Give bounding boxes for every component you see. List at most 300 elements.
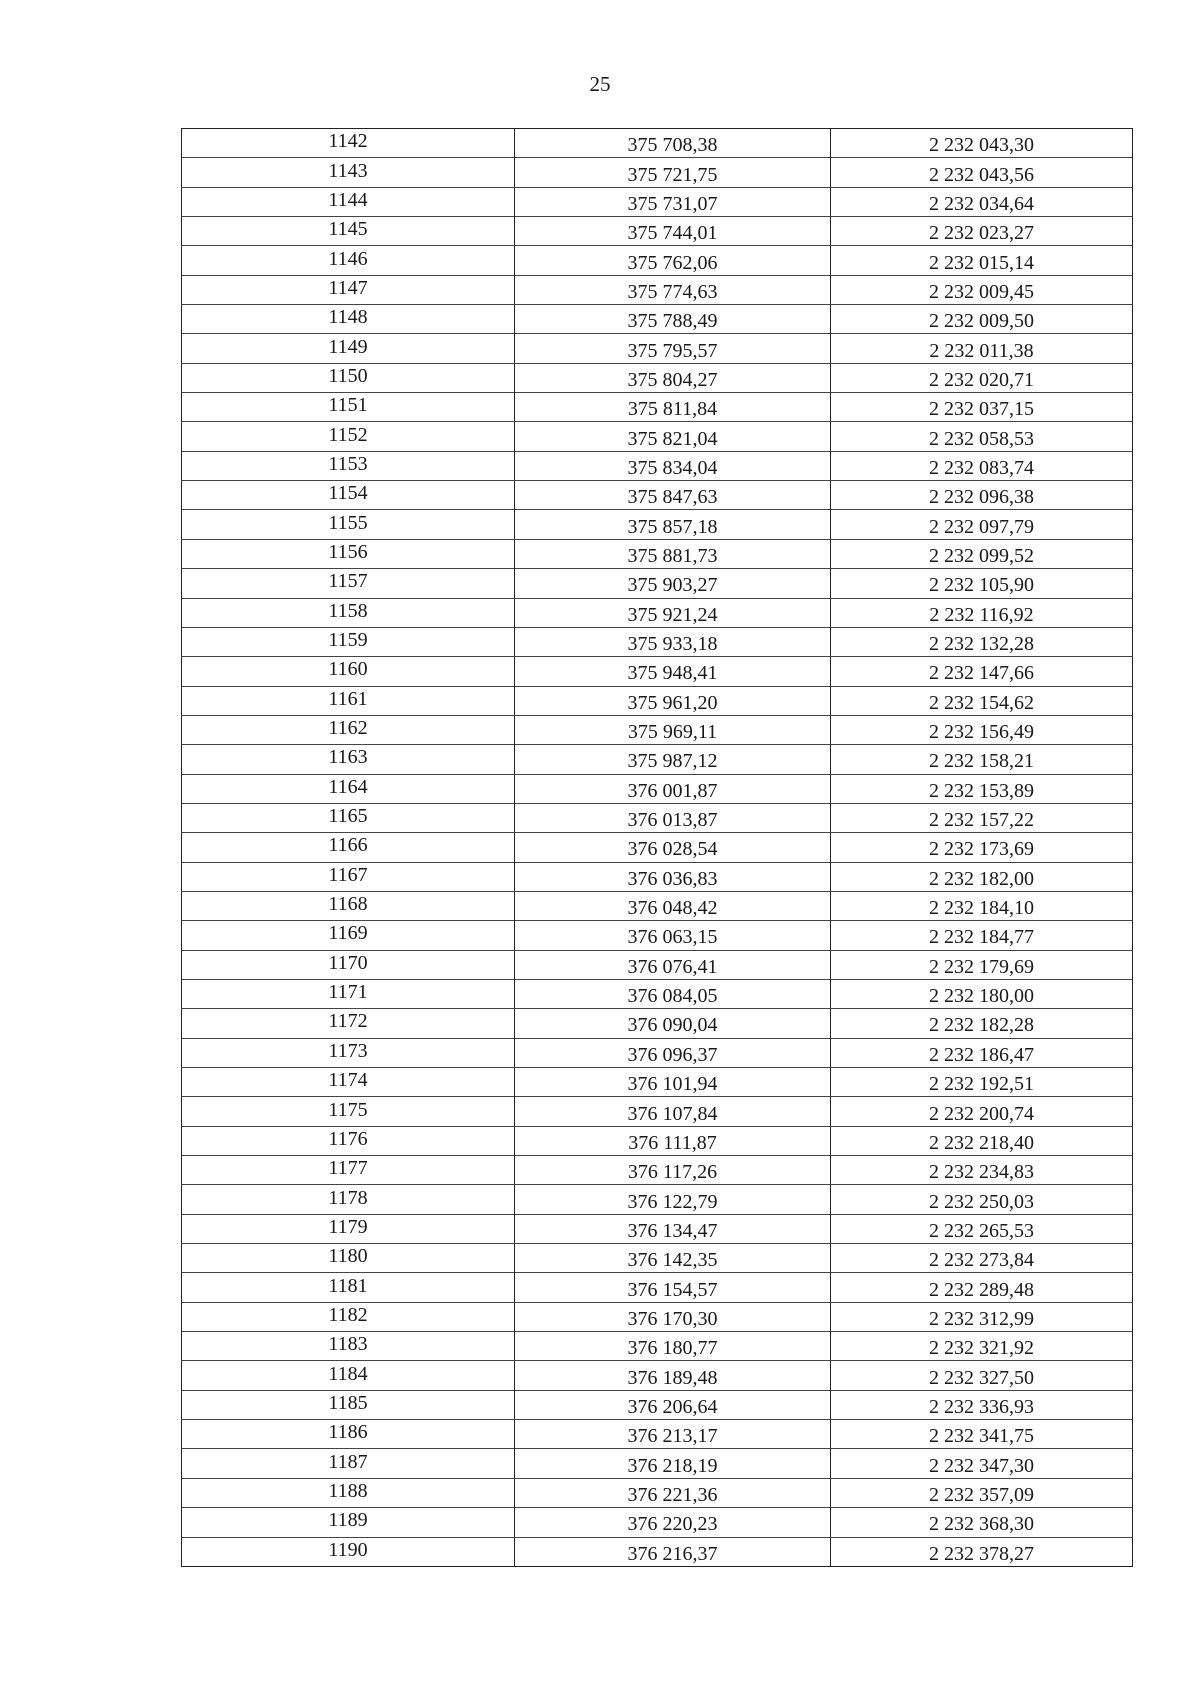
y-coordinate-cell	[831, 129, 1133, 158]
cell-text: 2 232 186,47	[929, 1043, 1034, 1066]
point-number-cell	[182, 158, 515, 187]
cell-text: 2 232 157,22	[929, 809, 1034, 832]
point-number-cell	[182, 1009, 515, 1038]
table-row	[182, 393, 1133, 422]
cell-text: 1144	[328, 188, 368, 211]
cell-text: 2 232 336,93	[929, 1395, 1034, 1418]
cell-text: 2 232 096,38	[929, 486, 1034, 509]
cell-text: 1166	[328, 834, 368, 857]
table-row	[182, 686, 1133, 715]
cell-text: 1168	[328, 893, 368, 916]
y-coordinate-cell	[831, 745, 1133, 774]
x-coordinate-cell	[515, 481, 831, 510]
point-number-cell	[182, 481, 515, 510]
cell-text: 2 232 023,27	[929, 222, 1034, 245]
point-number-cell	[182, 833, 515, 862]
cell-text: 375 903,27	[627, 574, 718, 597]
y-coordinate-cell	[831, 217, 1133, 246]
cell-text: 2 232 250,03	[929, 1190, 1034, 1213]
cell-text: 1149	[328, 335, 368, 358]
y-coordinate-cell	[831, 481, 1133, 510]
cell-text: 375 762,06	[627, 251, 718, 274]
x-coordinate-cell	[515, 217, 831, 246]
cell-text: 2 232 378,27	[929, 1542, 1034, 1565]
y-coordinate-cell	[831, 921, 1133, 950]
y-coordinate-cell	[831, 422, 1133, 451]
cell-text: 1148	[328, 306, 368, 329]
y-coordinate-cell	[831, 1273, 1133, 1302]
cell-text: 375 987,12	[627, 750, 718, 773]
table-row	[182, 1537, 1133, 1566]
cell-text: 2 232 368,30	[929, 1513, 1034, 1536]
cell-text: 2 232 273,84	[929, 1249, 1034, 1272]
point-number-cell	[182, 950, 515, 979]
y-coordinate-cell	[831, 1097, 1133, 1126]
cell-text: 376 134,47	[627, 1219, 718, 1242]
cell-text: 1171	[328, 981, 368, 1004]
y-coordinate-cell	[831, 334, 1133, 363]
cell-text: 1164	[328, 775, 368, 798]
point-number-cell	[182, 745, 515, 774]
y-coordinate-cell	[831, 158, 1133, 187]
point-number-cell	[182, 1478, 515, 1507]
point-number-cell	[182, 862, 515, 891]
x-coordinate-cell	[515, 1420, 831, 1449]
point-number-cell	[182, 187, 515, 216]
x-coordinate-cell	[515, 510, 831, 539]
y-coordinate-cell	[831, 833, 1133, 862]
cell-text: 2 232 173,69	[929, 838, 1034, 861]
cell-text: 2 232 009,50	[929, 310, 1034, 333]
y-coordinate-cell	[831, 275, 1133, 304]
y-coordinate-cell	[831, 715, 1133, 744]
cell-text: 1142	[328, 130, 368, 153]
x-coordinate-cell	[515, 275, 831, 304]
cell-text: 2 232 015,14	[929, 251, 1034, 274]
point-number-cell	[182, 891, 515, 920]
y-coordinate-cell	[831, 774, 1133, 803]
cell-text: 1170	[328, 951, 368, 974]
cell-text: 375 774,63	[627, 280, 718, 303]
y-coordinate-cell	[831, 1185, 1133, 1214]
table-row	[182, 1009, 1133, 1038]
cell-text: 2 232 011,38	[929, 339, 1034, 362]
x-coordinate-cell	[515, 1068, 831, 1097]
point-number-cell	[182, 627, 515, 656]
cell-text: 1173	[328, 1039, 368, 1062]
x-coordinate-cell	[515, 745, 831, 774]
point-number-cell	[182, 979, 515, 1008]
table-row	[182, 833, 1133, 862]
x-coordinate-cell	[515, 598, 831, 627]
y-coordinate-cell	[831, 187, 1133, 216]
point-number-cell	[182, 1244, 515, 1273]
cell-text: 2 232 099,52	[929, 544, 1034, 567]
cell-text: 1161	[328, 687, 368, 710]
x-coordinate-cell	[515, 1508, 831, 1537]
x-coordinate-cell	[515, 627, 831, 656]
cell-text: 1162	[328, 717, 368, 740]
cell-text: 375 731,07	[627, 192, 718, 215]
cell-text: 376 216,37	[627, 1542, 718, 1565]
cell-text: 1146	[328, 247, 368, 270]
cell-text: 1187	[328, 1450, 368, 1473]
x-coordinate-cell	[515, 1214, 831, 1243]
cell-text: 1153	[328, 452, 368, 475]
y-coordinate-cell	[831, 569, 1133, 598]
y-coordinate-cell	[831, 1508, 1133, 1537]
x-coordinate-cell	[515, 1390, 831, 1419]
cell-text: 2 232 341,75	[929, 1425, 1034, 1448]
cell-text: 376 221,36	[627, 1483, 718, 1506]
point-number-cell	[182, 305, 515, 334]
cell-text: 1160	[328, 658, 368, 681]
point-number-cell	[182, 715, 515, 744]
cell-text: 1154	[328, 482, 368, 505]
cell-text: 2 232 058,53	[929, 427, 1034, 450]
table-row	[182, 481, 1133, 510]
cell-text: 1184	[328, 1362, 368, 1385]
cell-text: 2 232 020,71	[929, 368, 1034, 391]
table-row	[182, 1302, 1133, 1331]
x-coordinate-cell	[515, 1361, 831, 1390]
cell-text: 1179	[328, 1215, 368, 1238]
table-row	[182, 979, 1133, 1008]
cell-text: 376 090,04	[627, 1014, 718, 1037]
table-row	[182, 129, 1133, 158]
point-number-cell	[182, 1097, 515, 1126]
x-coordinate-cell	[515, 950, 831, 979]
point-number-cell	[182, 129, 515, 158]
y-coordinate-cell	[831, 1244, 1133, 1273]
y-coordinate-cell	[831, 1478, 1133, 1507]
point-number-cell	[182, 1420, 515, 1449]
y-coordinate-cell	[831, 1361, 1133, 1390]
x-coordinate-cell	[515, 715, 831, 744]
y-coordinate-cell	[831, 1038, 1133, 1067]
x-coordinate-cell	[515, 569, 831, 598]
x-coordinate-cell	[515, 334, 831, 363]
table-row	[182, 539, 1133, 568]
x-coordinate-cell	[515, 246, 831, 275]
cell-text: 376 028,54	[627, 838, 718, 861]
y-coordinate-cell	[831, 686, 1133, 715]
cell-text: 2 232 184,77	[929, 926, 1034, 949]
cell-text: 376 084,05	[627, 985, 718, 1008]
cell-text: 376 111,87	[628, 1131, 717, 1154]
y-coordinate-cell	[831, 950, 1133, 979]
table-row	[182, 1068, 1133, 1097]
x-coordinate-cell	[515, 393, 831, 422]
cell-text: 2 232 116,92	[929, 603, 1034, 626]
cell-text: 376 048,42	[627, 897, 718, 920]
table-row	[182, 510, 1133, 539]
table-row	[182, 1185, 1133, 1214]
y-coordinate-cell	[831, 803, 1133, 832]
cell-text: 2 232 321,92	[929, 1337, 1034, 1360]
point-number-cell	[182, 246, 515, 275]
table-row	[182, 1273, 1133, 1302]
y-coordinate-cell	[831, 1214, 1133, 1243]
y-coordinate-cell	[831, 363, 1133, 392]
cell-text: 376 154,57	[627, 1278, 718, 1301]
cell-text: 1172	[328, 1010, 368, 1033]
table-row	[182, 451, 1133, 480]
cell-text: 1143	[328, 159, 368, 182]
cell-text: 376 142,35	[627, 1249, 718, 1272]
cell-text: 2 232 043,30	[929, 134, 1034, 157]
point-number-cell	[182, 686, 515, 715]
table-row	[182, 891, 1133, 920]
table-row	[182, 627, 1133, 656]
point-number-cell	[182, 393, 515, 422]
point-number-cell	[182, 1390, 515, 1419]
x-coordinate-cell	[515, 921, 831, 950]
cell-text: 376 013,87	[627, 809, 718, 832]
x-coordinate-cell	[515, 1449, 831, 1478]
table-row	[182, 1361, 1133, 1390]
y-coordinate-cell	[831, 862, 1133, 891]
cell-text: 1174	[328, 1069, 368, 1092]
cell-text: 2 232 034,64	[929, 192, 1034, 215]
point-number-cell	[182, 539, 515, 568]
x-coordinate-cell	[515, 1185, 831, 1214]
point-number-cell	[182, 803, 515, 832]
point-number-cell	[182, 422, 515, 451]
table-row	[182, 803, 1133, 832]
cell-text: 1169	[328, 922, 368, 945]
point-number-cell	[182, 1156, 515, 1185]
cell-text: 2 232 156,49	[929, 721, 1034, 744]
table-row	[182, 1390, 1133, 1419]
cell-text: 2 232 158,21	[929, 750, 1034, 773]
x-coordinate-cell	[515, 158, 831, 187]
cell-text: 2 232 327,50	[929, 1366, 1034, 1389]
cell-text: 375 795,57	[627, 339, 718, 362]
cell-text: 1190	[328, 1538, 368, 1561]
table-row	[182, 187, 1133, 216]
table-row	[182, 1214, 1133, 1243]
table-row	[182, 950, 1133, 979]
cell-text: 1145	[328, 218, 368, 241]
cell-text: 2 232 182,00	[929, 867, 1034, 890]
cell-text: 376 063,15	[627, 926, 718, 949]
cell-text: 375 721,75	[627, 163, 718, 186]
coordinates-table	[181, 128, 1133, 1567]
table-row	[182, 1156, 1133, 1185]
cell-text: 375 744,01	[627, 222, 718, 245]
cell-text: 1180	[328, 1245, 368, 1268]
table-row	[182, 217, 1133, 246]
cell-text: 2 232 192,51	[929, 1073, 1034, 1096]
cell-text: 2 232 132,28	[929, 633, 1034, 656]
cell-text: 1167	[328, 863, 368, 886]
cell-text: 2 232 234,83	[929, 1161, 1034, 1184]
coordinates-table-body	[182, 129, 1133, 1567]
cell-text: 375 834,04	[627, 456, 718, 479]
table-row	[182, 1332, 1133, 1361]
x-coordinate-cell	[515, 1244, 831, 1273]
cell-text: 2 232 180,00	[929, 985, 1034, 1008]
point-number-cell	[182, 1332, 515, 1361]
cell-text: 376 206,64	[627, 1395, 718, 1418]
cell-text: 2 232 357,09	[929, 1483, 1034, 1506]
cell-text: 2 232 179,69	[929, 955, 1034, 978]
table-row	[182, 774, 1133, 803]
cell-text: 2 232 347,30	[929, 1454, 1034, 1477]
cell-text: 375 811,84	[627, 398, 718, 421]
cell-text: 2 232 147,66	[929, 662, 1034, 685]
cell-text: 376 001,87	[627, 779, 718, 802]
y-coordinate-cell	[831, 1537, 1133, 1566]
x-coordinate-cell	[515, 129, 831, 158]
cell-text: 376 170,30	[627, 1307, 718, 1330]
table-row	[182, 305, 1133, 334]
cell-text: 376 220,23	[627, 1513, 718, 1536]
cell-text: 1185	[328, 1391, 368, 1414]
cell-text: 375 857,18	[627, 515, 718, 538]
cell-text: 376 117,26	[627, 1161, 718, 1184]
point-number-cell	[182, 1449, 515, 1478]
y-coordinate-cell	[831, 891, 1133, 920]
y-coordinate-cell	[831, 305, 1133, 334]
x-coordinate-cell	[515, 891, 831, 920]
cell-text: 376 076,41	[627, 955, 718, 978]
table-row	[182, 657, 1133, 686]
cell-text: 376 189,48	[627, 1366, 718, 1389]
point-number-cell	[182, 363, 515, 392]
x-coordinate-cell	[515, 862, 831, 891]
table-row	[182, 1244, 1133, 1273]
table-row	[182, 275, 1133, 304]
cell-text: 375 804,27	[627, 368, 718, 391]
y-coordinate-cell	[831, 246, 1133, 275]
table-row	[182, 334, 1133, 363]
point-number-cell	[182, 598, 515, 627]
cell-text: 2 232 312,99	[929, 1307, 1034, 1330]
point-number-cell	[182, 774, 515, 803]
point-number-cell	[182, 1068, 515, 1097]
y-coordinate-cell	[831, 393, 1133, 422]
cell-text: 1163	[328, 746, 368, 769]
page-number: 25	[589, 72, 611, 96]
cell-text: 2 232 289,48	[929, 1278, 1034, 1301]
x-coordinate-cell	[515, 979, 831, 1008]
y-coordinate-cell	[831, 1449, 1133, 1478]
table-row	[182, 715, 1133, 744]
cell-text: 376 036,83	[627, 867, 718, 890]
y-coordinate-cell	[831, 539, 1133, 568]
point-number-cell	[182, 921, 515, 950]
cell-text: 376 180,77	[627, 1337, 718, 1360]
table-row	[182, 1508, 1133, 1537]
cell-text: 376 213,17	[627, 1425, 718, 1448]
cell-text: 2 232 083,74	[929, 456, 1034, 479]
cell-text: 376 101,94	[627, 1073, 718, 1096]
cell-text: 375 921,24	[627, 603, 718, 626]
cell-text: 376 218,19	[627, 1454, 718, 1477]
point-number-cell	[182, 1126, 515, 1155]
y-coordinate-cell	[831, 598, 1133, 627]
cell-text: 375 948,41	[627, 662, 718, 685]
x-coordinate-cell	[515, 1126, 831, 1155]
cell-text: 1157	[328, 570, 368, 593]
cell-text: 1176	[328, 1127, 368, 1150]
x-coordinate-cell	[515, 187, 831, 216]
cell-text: 2 232 037,15	[929, 398, 1034, 421]
x-coordinate-cell	[515, 1009, 831, 1038]
table-row	[182, 158, 1133, 187]
cell-text: 375 847,63	[627, 486, 718, 509]
cell-text: 2 232 105,90	[929, 574, 1034, 597]
cell-text: 376 122,79	[627, 1190, 718, 1213]
table-row	[182, 246, 1133, 275]
cell-text: 1181	[328, 1274, 368, 1297]
x-coordinate-cell	[515, 803, 831, 832]
point-number-cell	[182, 1214, 515, 1243]
cell-text: 1147	[328, 276, 368, 299]
x-coordinate-cell	[515, 422, 831, 451]
y-coordinate-cell	[831, 627, 1133, 656]
cell-text: 1158	[328, 599, 368, 622]
x-coordinate-cell	[515, 1156, 831, 1185]
cell-text: 375 821,04	[627, 427, 718, 450]
y-coordinate-cell	[831, 510, 1133, 539]
point-number-cell	[182, 1185, 515, 1214]
point-number-cell	[182, 275, 515, 304]
cell-text: 375 788,49	[627, 310, 718, 333]
point-number-cell	[182, 451, 515, 480]
x-coordinate-cell	[515, 1302, 831, 1331]
y-coordinate-cell	[831, 1068, 1133, 1097]
cell-text: 1183	[328, 1333, 368, 1356]
table-row	[182, 921, 1133, 950]
point-number-cell	[182, 1273, 515, 1302]
cell-text: 2 232 154,62	[929, 691, 1034, 714]
cell-text: 375 961,20	[627, 691, 718, 714]
point-number-cell	[182, 1038, 515, 1067]
point-number-cell	[182, 217, 515, 246]
table-row	[182, 363, 1133, 392]
cell-text: 1155	[328, 511, 368, 534]
cell-text: 2 232 218,40	[929, 1131, 1034, 1154]
cell-text: 1150	[328, 364, 368, 387]
x-coordinate-cell	[515, 1478, 831, 1507]
cell-text: 2 232 184,10	[929, 897, 1034, 920]
cell-text: 375 708,38	[627, 134, 718, 157]
table-row	[182, 422, 1133, 451]
x-coordinate-cell	[515, 539, 831, 568]
cell-text: 375 881,73	[627, 544, 718, 567]
y-coordinate-cell	[831, 1390, 1133, 1419]
x-coordinate-cell	[515, 657, 831, 686]
x-coordinate-cell	[515, 305, 831, 334]
cell-text: 2 232 043,56	[929, 163, 1034, 186]
table-row	[182, 1420, 1133, 1449]
y-coordinate-cell	[831, 1302, 1133, 1331]
cell-text: 1188	[328, 1479, 368, 1502]
table-row	[182, 1478, 1133, 1507]
point-number-cell	[182, 334, 515, 363]
cell-text: 1175	[328, 1098, 368, 1121]
cell-text: 375 969,11	[627, 721, 718, 744]
table-row	[182, 598, 1133, 627]
table-row	[182, 862, 1133, 891]
x-coordinate-cell	[515, 363, 831, 392]
cell-text: 376 107,84	[627, 1102, 718, 1125]
table-row	[182, 1449, 1133, 1478]
cell-text: 1178	[328, 1186, 368, 1209]
